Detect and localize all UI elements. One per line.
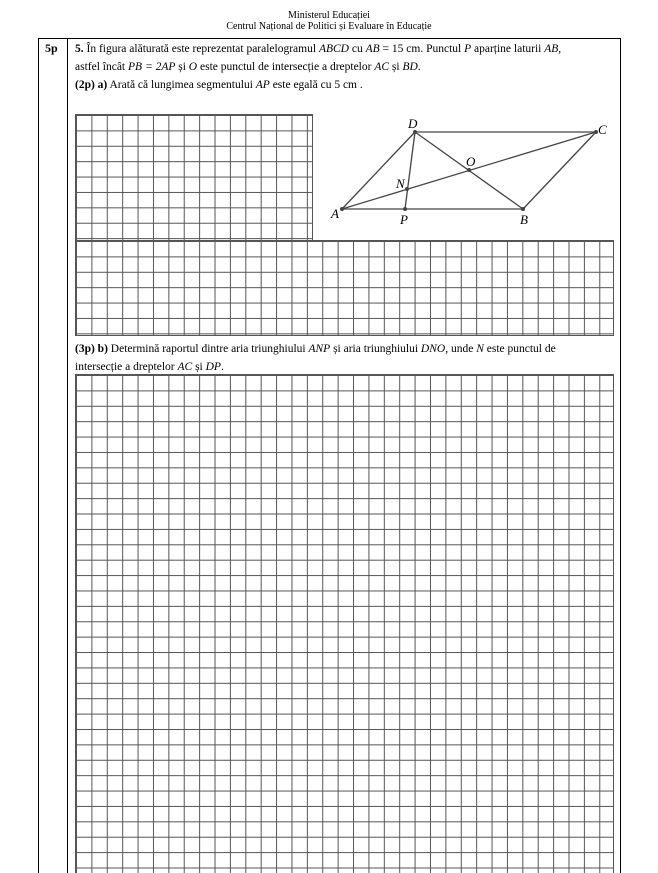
problem-text: . Punctul <box>420 43 465 55</box>
label-a: A <box>331 206 339 221</box>
problem-text: În figura alăturată este reprezentat paralelogramul <box>83 43 319 55</box>
math-dp: DP <box>205 361 221 373</box>
label-n: N <box>396 176 405 191</box>
math-condition: PB = 2AP <box>128 61 176 73</box>
part-b-text: , unde <box>445 343 477 355</box>
math-p: P <box>464 43 472 55</box>
label-d: D <box>408 116 418 131</box>
math-ac: AC <box>374 61 390 73</box>
part-a-text: Arată că lungimea segmentului <box>107 79 256 91</box>
math-abcd: ABCD <box>318 43 349 55</box>
point-b <box>521 207 525 211</box>
label-o: O <box>466 154 476 169</box>
part-a-statement <box>75 76 615 94</box>
part-a-marker: (2p) a) <box>75 79 108 91</box>
parallelogram-figure <box>320 112 620 232</box>
answer-grid-a-lower[interactable] <box>75 240 614 336</box>
part-b-statement <box>75 340 615 376</box>
math-value: = 15 cm <box>379 43 421 55</box>
math-n: N <box>476 343 484 355</box>
label-c: C <box>598 122 607 137</box>
part-a-text: este egală cu 5 cm . <box>269 79 363 91</box>
point-a <box>340 207 344 211</box>
part-b-text: este punctul de <box>483 343 556 355</box>
part-b-marker: (3p) b) <box>75 343 108 355</box>
frame-left-line <box>38 38 39 873</box>
document-header <box>0 10 658 32</box>
problem-line-2 <box>75 58 615 76</box>
point-p <box>403 207 407 211</box>
part-b-line-1 <box>75 340 615 358</box>
math-ab: AB <box>365 43 380 55</box>
part-b-text: . <box>220 361 224 373</box>
header-ministry: Ministerul Educației <box>288 10 370 21</box>
point-n <box>405 187 409 191</box>
problem-line-1 <box>75 40 615 58</box>
math-ap: AP <box>255 79 270 91</box>
problem-number: 5. <box>75 43 84 55</box>
label-b: B <box>520 212 528 227</box>
math-dno: DNO <box>420 343 446 355</box>
header-center: Centrul Național de Politici și Evaluare în Educație <box>226 21 432 32</box>
frame-top-line <box>38 38 621 39</box>
math-ac: AC <box>177 361 193 373</box>
math-anp: ANP <box>308 343 331 355</box>
answer-grid-a-upper[interactable] <box>75 114 313 241</box>
math-bd: BD <box>402 61 418 73</box>
problem-statement <box>75 40 615 76</box>
problem-text: astfel încât <box>75 61 129 73</box>
part-b-text: intersecție a dreptelor <box>75 361 178 373</box>
label-p: P <box>400 212 408 227</box>
math-ab: AB <box>544 43 559 55</box>
part-b-text: Determină raportul dintre aria triunghiului <box>107 343 309 355</box>
problem-text: . <box>417 61 421 73</box>
problem-text: și <box>175 61 189 73</box>
math-o: O <box>188 61 198 73</box>
points-label: 5p <box>45 41 58 55</box>
frame-right-line <box>620 38 621 873</box>
frame-middle-line <box>67 38 68 873</box>
problem-text: aparține laturii <box>471 43 545 55</box>
segment-dp <box>405 132 415 209</box>
problem-text: cu <box>348 43 366 55</box>
part-b-text: și aria triunghiului <box>330 343 421 355</box>
problem-text: și <box>389 61 403 73</box>
answer-grid-b[interactable] <box>75 374 614 873</box>
part-b-text: și <box>192 361 206 373</box>
problem-text: este punctul de intersecție a dreptelor <box>197 61 375 73</box>
problem-text: , <box>558 43 562 55</box>
